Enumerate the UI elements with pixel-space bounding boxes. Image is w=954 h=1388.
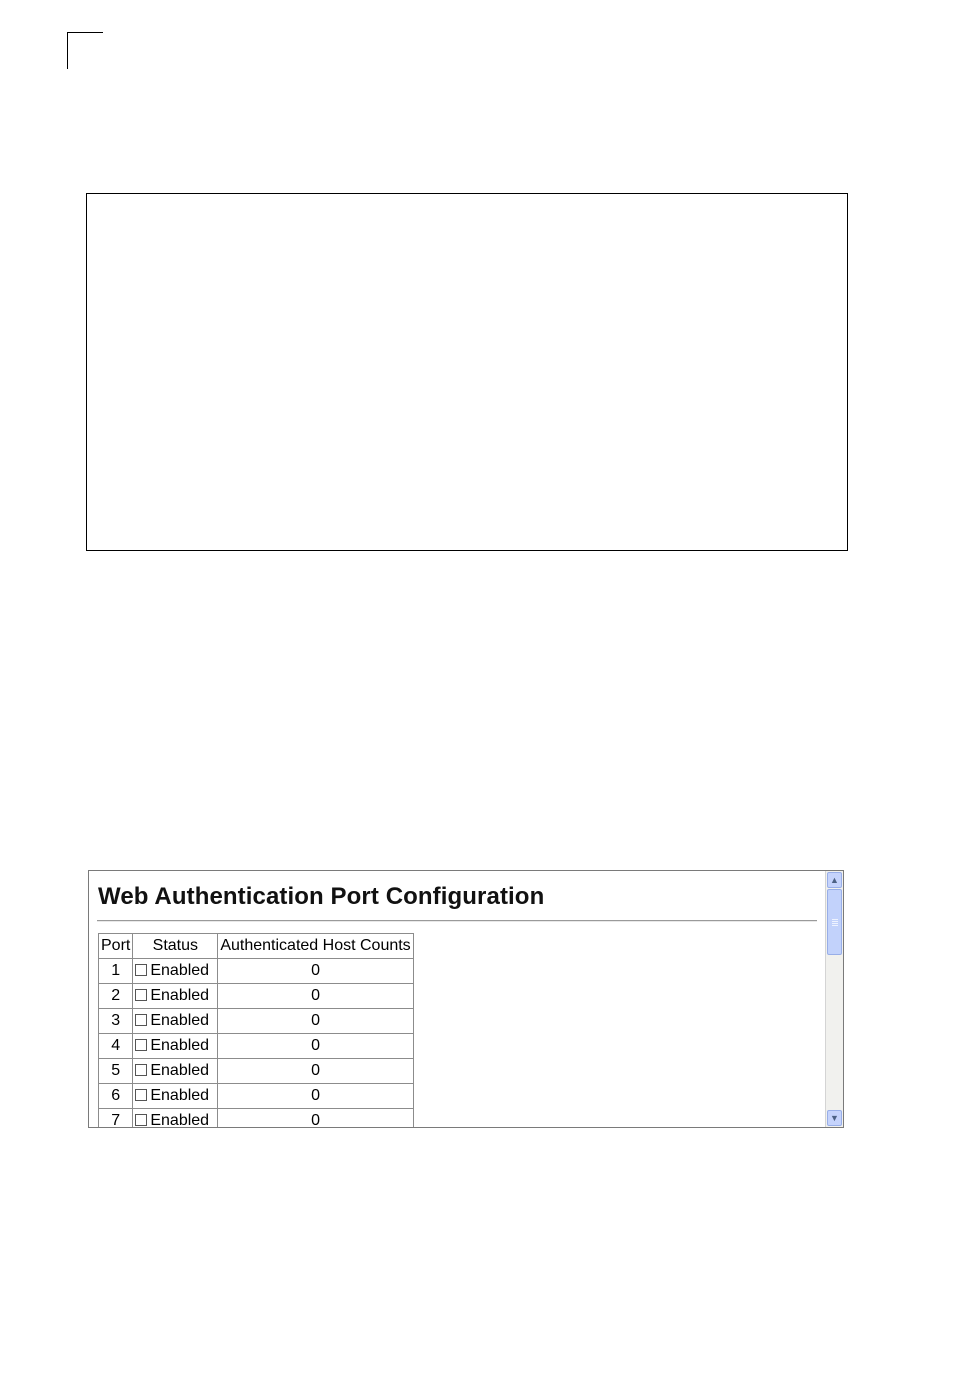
- table-row: [99, 959, 414, 984]
- status-cell: [133, 1059, 218, 1084]
- enabled-checkbox[interactable]: [135, 964, 147, 976]
- grip-line: [832, 925, 838, 926]
- enabled-checkbox[interactable]: [135, 1039, 147, 1051]
- title-divider: [97, 920, 817, 922]
- host-count-cell: 0: [218, 984, 413, 1009]
- host-count-cell: 0: [218, 1059, 413, 1084]
- grip-line: [832, 919, 838, 920]
- port-cell: 4: [99, 1034, 133, 1059]
- enabled-checkbox[interactable]: [135, 1089, 147, 1101]
- enabled-checkbox[interactable]: [135, 989, 147, 1001]
- status-cell: [133, 1009, 218, 1034]
- host-count-cell: 0: [218, 1009, 413, 1034]
- status-cell: [133, 984, 218, 1009]
- web-auth-port-config-window: [88, 870, 844, 1128]
- blank-frame: [86, 193, 848, 551]
- table-row: [99, 1009, 414, 1034]
- crop-mark-vertical: [67, 32, 68, 69]
- enabled-label: Enabled: [150, 1087, 210, 1104]
- status-cell: [133, 959, 218, 984]
- content-area: [89, 871, 825, 1127]
- enabled-checkbox[interactable]: [135, 1064, 147, 1076]
- port-cell: 2: [99, 984, 133, 1009]
- enabled-label: Enabled: [150, 1112, 210, 1127]
- enabled-label: Enabled: [150, 1012, 210, 1029]
- enabled-checkbox[interactable]: [135, 1114, 147, 1126]
- port-config-table: [98, 933, 414, 1127]
- column-header-status: Status: [133, 934, 218, 959]
- table-row: [99, 984, 414, 1009]
- status-cell: [133, 1109, 218, 1128]
- host-count-cell: 0: [218, 1034, 413, 1059]
- table-row: [99, 1034, 414, 1059]
- enabled-label: Enabled: [150, 1062, 210, 1079]
- grip-line: [832, 921, 838, 922]
- enabled-label: Enabled: [150, 987, 210, 1004]
- host-count-cell: 0: [218, 1084, 413, 1109]
- column-header-auth-host-counts: Authenticated Host Counts: [218, 934, 413, 959]
- enabled-checkbox[interactable]: [135, 1014, 147, 1026]
- grip-line: [832, 923, 838, 924]
- arrow-up-icon[interactable]: ▲: [827, 872, 842, 888]
- port-cell: 5: [99, 1059, 133, 1084]
- port-cell: 3: [99, 1009, 133, 1034]
- crop-mark-horizontal: [67, 32, 103, 33]
- enabled-label: Enabled: [150, 1037, 210, 1054]
- column-header-port: Port: [99, 934, 133, 959]
- enabled-label: Enabled: [150, 962, 210, 979]
- page-title: Web Authentication Port Configuration: [98, 883, 545, 910]
- port-cell: 1: [99, 959, 133, 984]
- port-cell: 6: [99, 1084, 133, 1109]
- vertical-scrollbar[interactable]: [825, 871, 843, 1127]
- status-cell: [133, 1084, 218, 1109]
- host-count-cell: 0: [218, 1109, 413, 1128]
- table-header-row: [99, 934, 414, 959]
- host-count-cell: 0: [218, 959, 413, 984]
- scrollbar-thumb[interactable]: [827, 889, 842, 955]
- port-cell: 7: [99, 1109, 133, 1128]
- table-row: [99, 1109, 414, 1128]
- status-cell: [133, 1034, 218, 1059]
- table-row: [99, 1059, 414, 1084]
- table-row: [99, 1084, 414, 1109]
- arrow-down-icon[interactable]: ▼: [827, 1110, 842, 1126]
